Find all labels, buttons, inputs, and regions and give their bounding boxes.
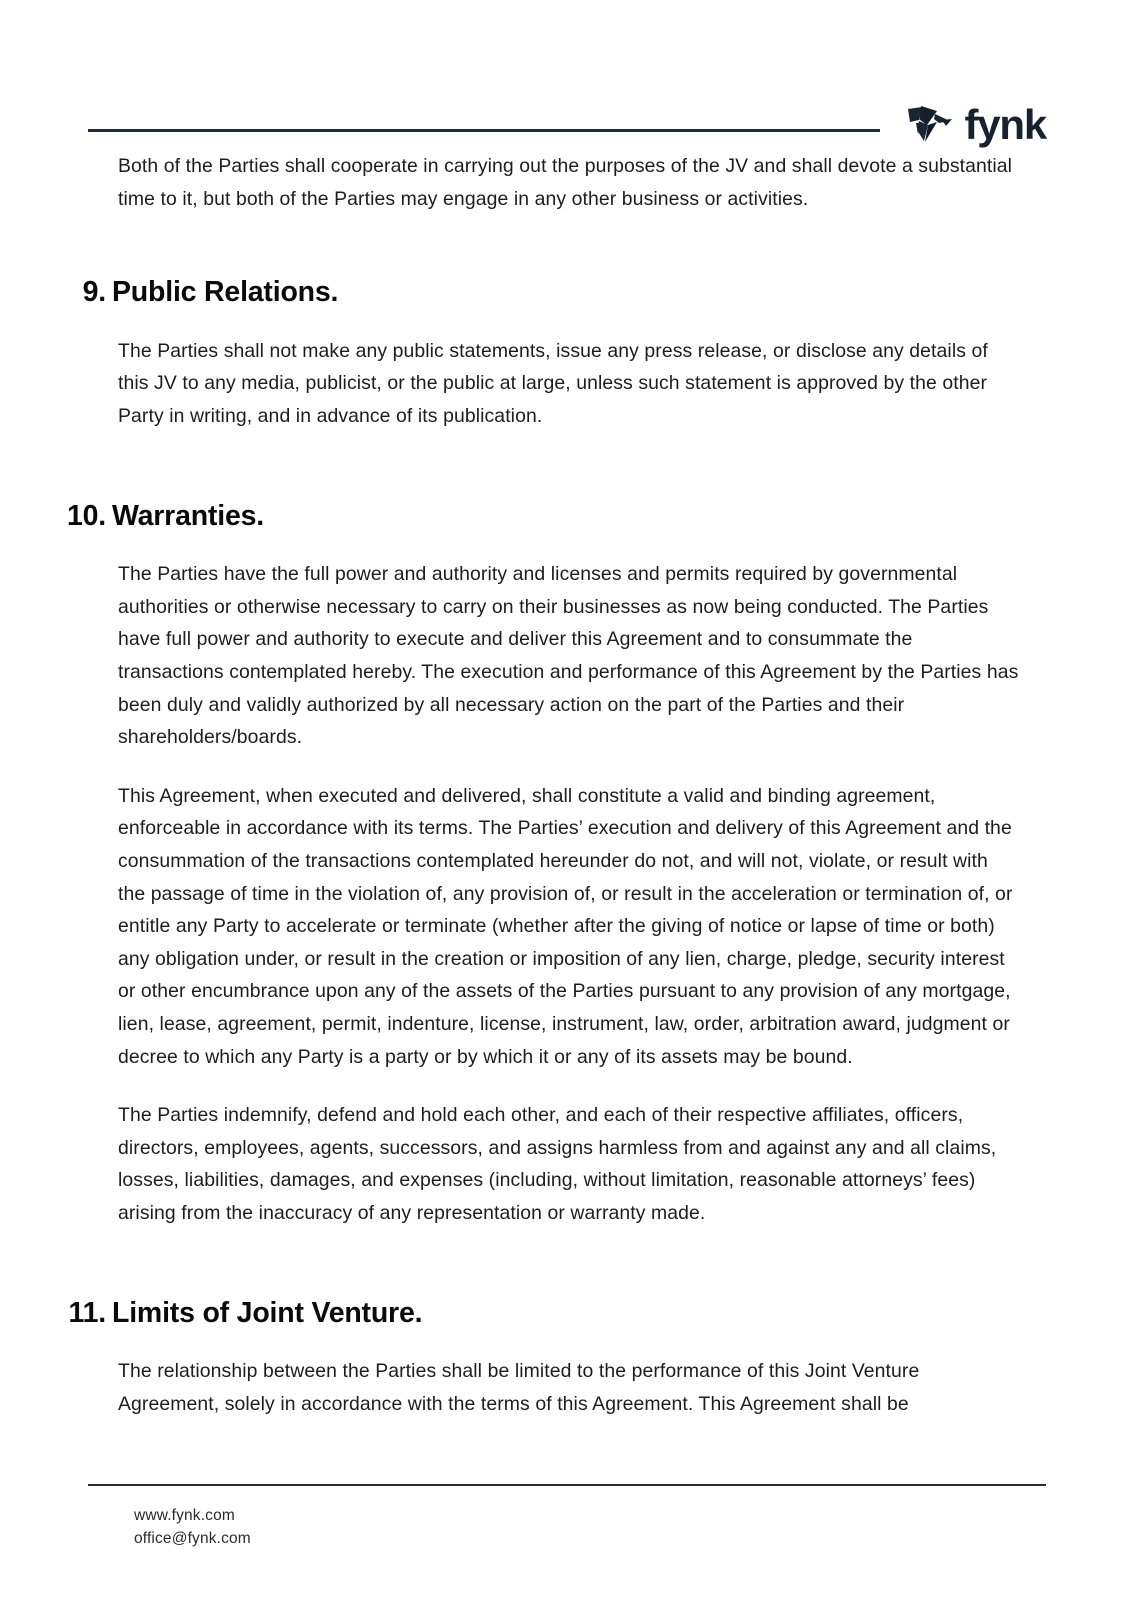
spacer — [60, 241, 1020, 275]
brand-logo — [906, 101, 1046, 148]
section-number: 9. — [82, 276, 106, 309]
footer-email[interactable]: office@fynk.com — [134, 1530, 251, 1547]
footer-website[interactable]: www.fynk.com — [134, 1507, 235, 1524]
paragraph-binding-agreement: This Agreement, when executed and delivered, shall constitute a valid and binding agreement, enforceable in accordance with its terms. The Parties’ execution and delivery of this Agreement and the consummation of the transactions contemplated hereunder do not, and will not, violate, or result with the passage of time in the violation of, any provision of, or result in the acceleration or termination of, or entitle any Party to accelerate or terminate (whether after the giving of notice or lapse of time or both) any obligation under, or result in the creation or imposition of any lien, charge, pledge, security interest or other encumbrance upon any of the assets of the Parties pursuant to any provision of any mortgage, lien, lease, agreement, permit, indenture, license, instrument, law, order, arbitration award, judgment or decree to which any Party is a party or by which it or any of its assets may be bound. — [118, 784, 1013, 1068]
heading-warranties — [60, 499, 1020, 535]
paragraph-cooperation: Both of the Parties shall cooperate in carrying out the purposes of the JV and shall devote a substantial time to it, but both of the Parties may engage in any other business or activities. — [118, 155, 1013, 210]
spacer — [60, 459, 1020, 499]
document-body — [60, 150, 1020, 1446]
header-divider — [88, 129, 880, 132]
brand-name: fynk — [964, 101, 1046, 148]
section-title: Limits of Joint Venture. — [112, 1296, 423, 1329]
paragraph-relationship-limits: The relationship between the Parties shall be limited to the performance of this Joint Venture Agreement, solely in accordance with the terms of this Agreement. This Agreement shall be — [118, 1360, 920, 1415]
paragraph-public-statements: The Parties shall not make any public statements, issue any press release, or disclose any details of this JV to any media, publicist, or the public at large, unless such statement is approved by the other Party in writing, and in advance of its publication. — [118, 339, 988, 427]
section-title: Warranties. — [112, 499, 264, 532]
spacer — [60, 1331, 1020, 1355]
footer-contact — [88, 1486, 1046, 1550]
section-number: 10. — [66, 499, 106, 532]
origami-bird-icon — [906, 105, 952, 145]
page-footer — [88, 1484, 1046, 1550]
paragraph-power-and-authority: The Parties have the full power and authority and licenses and permits required by governmental authorities or otherwise necessary to carry on their businesses as now being conducted. The Parties have full power and authority to execute and deliver this Agreement and to consummate the transactions contemplated hereby. The execution and performance of this Agreement by the Parties has been duly and validly authorized by all necessary action on the part of the Parties and their shareholders/boards. — [118, 563, 1019, 749]
section-number: 11. — [68, 1296, 106, 1329]
paragraph-indemnification: The Parties indemnify, defend and hold each other, and each of their respective affiliates, officers, directors, employees, agents, successors, and assigns harmless from and against any and all claims, losses, liabilities, damages, and expenses (including, without limitation, reasonable attorneys’ fees) arising from the inaccuracy of any representation or warranty made. — [118, 1104, 997, 1224]
spacer — [60, 534, 1020, 558]
spacer — [60, 311, 1020, 335]
spacer — [60, 1256, 1020, 1296]
heading-public-relations — [60, 275, 1020, 311]
section-title: Public Relations. — [112, 276, 339, 309]
heading-limits-of-joint-venture — [60, 1296, 1020, 1332]
